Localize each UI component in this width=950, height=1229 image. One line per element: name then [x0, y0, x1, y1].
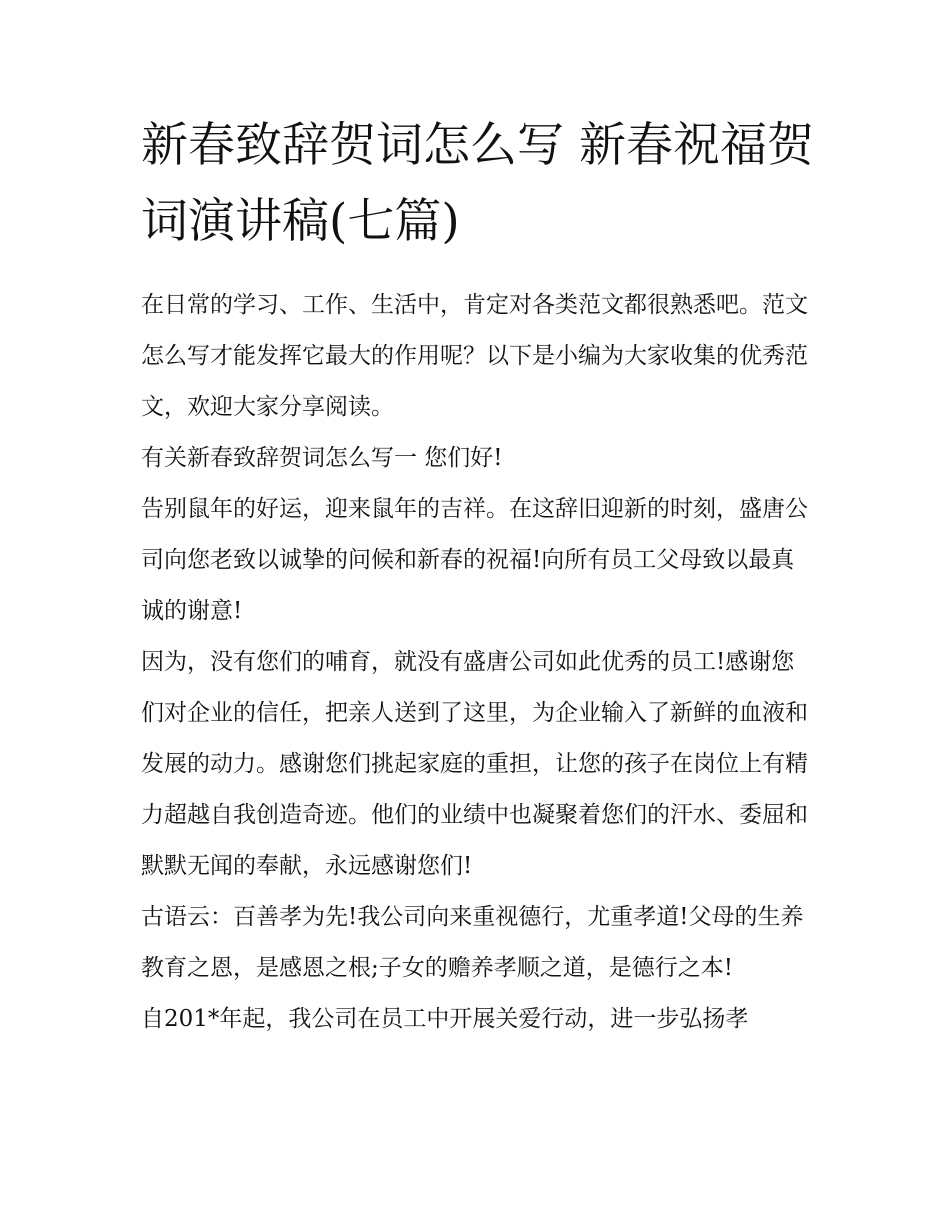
paragraph-farewell: 告别鼠年的好运，迎来鼠年的吉祥。在这辞旧迎新的时刻，盛唐公司向您老致以诚挚的问候和新春的祝福!向所有员工父母致以最真诚的谢意! [141, 496, 808, 624]
document-page [141, 108, 816, 1045]
paragraph-thanks: 因为，没有您们的哺育，就没有盛唐公司如此优秀的员工!感谢您们对企业的信任，把亲人送到了这里，为企业输入了新鲜的血液和发展的动力。感谢您们挑起家庭的重担，让您的孩子在岗位上有精力超越自我创造奇迹。他们的业绩中也凝聚着您们的汗水、委屈和默默无闻的奉献，永远感谢您们! [141, 649, 808, 879]
document-title: 新春致辞贺词怎么写 新春祝福贺词演讲稿(七篇) [141, 118, 814, 249]
paragraph-care-action: 自201*年起，我公司在员工中开展关爱行动，进一步弘扬孝 [141, 1006, 749, 1032]
paragraph-intro: 在日常的学习、工作、生活中，肯定对各类范文都很熟悉吧。范文怎么写才能发挥它最大的作用呢？以下是小编为大家收集的优秀范文，欢迎大家分享阅读。 [141, 292, 808, 420]
paragraph-heading-one: 有关新春致辞贺词怎么写一 您们好! [141, 445, 503, 471]
paragraph-filial-piety: 古语云：百善孝为先!我公司向来重视德行，尤重孝道!父母的生养教育之恩，是感恩之根;子女的赡养孝顺之道，是德行之本! [141, 904, 804, 981]
